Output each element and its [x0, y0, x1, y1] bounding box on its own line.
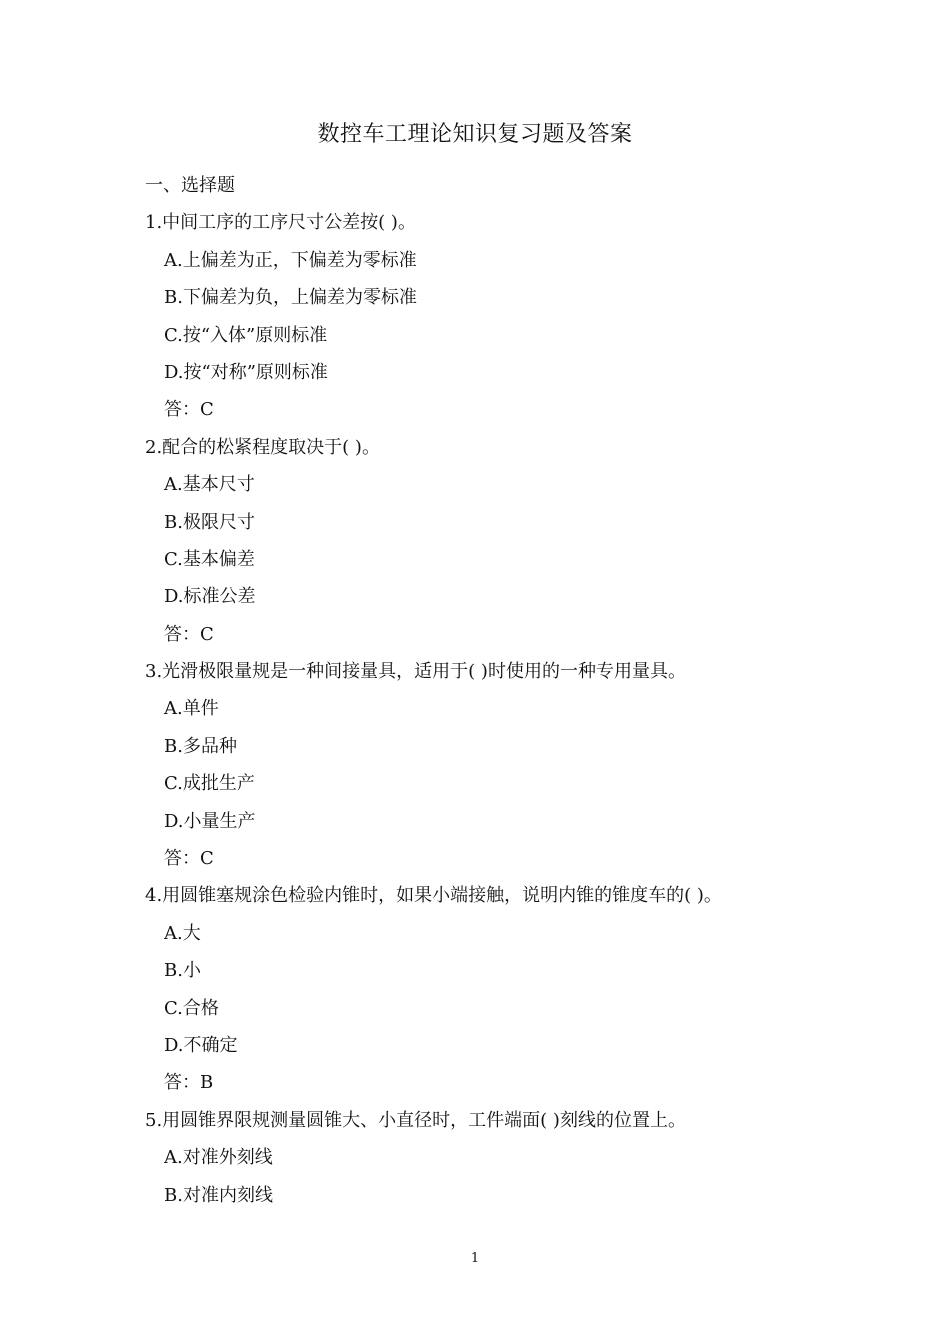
question-2-option-d: D.标准公差: [164, 586, 256, 608]
question-3-answer: 答：C: [164, 848, 214, 870]
page-number: 1: [470, 1251, 480, 1266]
question-4-option-c: C.合格: [164, 997, 219, 1019]
question-4-option-a: A.大: [164, 922, 201, 944]
question-3-stem: 3.光滑极限量规是一种间接量具，适用于( )时使用的一种专用量具。: [145, 661, 686, 683]
question-3-option-a: A.单件: [164, 698, 219, 720]
question-2-stem: 2.配合的松紧程度取决于( )。: [145, 436, 380, 458]
question-3-option-d: D.小量生产: [164, 810, 256, 832]
question-4-option-d: D.不确定: [164, 1034, 238, 1056]
question-1-option-b: B.下偏差为负，上偏差为零标准: [164, 287, 417, 309]
section-heading: 一、选择题: [145, 175, 235, 196]
document-body: [145, 167, 825, 1214]
question-5-option-b: B.对准内刻线: [164, 1184, 273, 1206]
question-2-answer: 答：C: [164, 623, 214, 645]
question-1-option-c: C.按“入体”原则标准: [164, 324, 328, 346]
question-3-option-b: B.多品种: [164, 735, 237, 757]
question-2-option-a: A.基本尺寸: [164, 474, 255, 496]
question-4-answer: 答：B: [164, 1072, 214, 1094]
question-1-option-a: A.上偏差为正，下偏差为零标准: [164, 249, 417, 271]
question-2-option-c: C.基本偏差: [164, 548, 255, 570]
question-2-option-b: B.极限尺寸: [164, 511, 255, 533]
question-1-answer: 答：C: [164, 399, 214, 421]
question-5-option-a: A.对准外刻线: [164, 1147, 273, 1169]
question-5-stem: 5.用圆锥界限规测量圆锥大、小直径时，工件端面( )刻线的位置上。: [145, 1109, 686, 1131]
question-3-option-c: C.成批生产: [164, 773, 255, 795]
question-1-option-d: D.按“对称”原则标准: [164, 361, 328, 383]
question-1-stem: 1.中间工序的工序尺寸公差按( )。: [145, 212, 416, 234]
question-4-option-b: B.小: [164, 960, 201, 982]
question-4-stem: 4.用圆锥塞规涂色检验内锥时，如果小端接触，说明内锥的锥度车的( )。: [145, 885, 722, 907]
page-title: 数控车工理论知识复习题及答案: [317, 122, 633, 147]
